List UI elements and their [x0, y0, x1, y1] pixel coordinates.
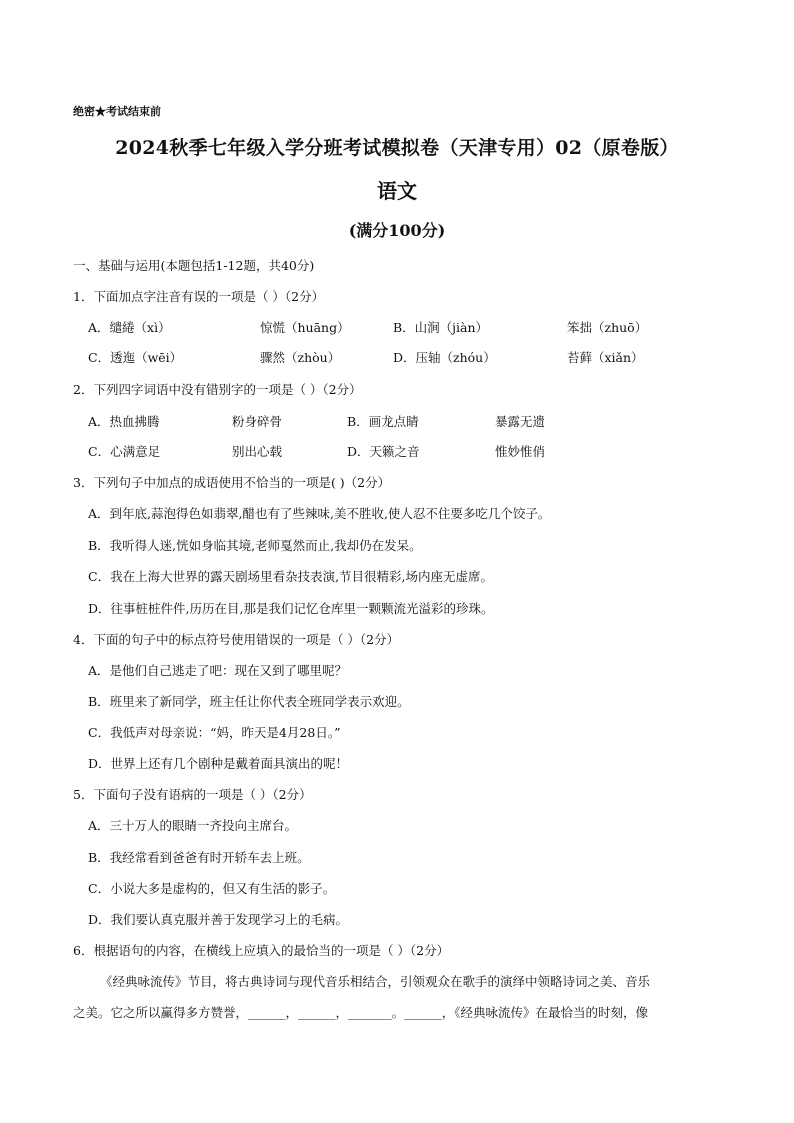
- question-3-stem: 3．下列句子中加点的成语使用不恰当的一项是( )（2分）: [73, 475, 391, 490]
- question-5-stem: 5．下面句子没有语病的一项是（ ）（2分）: [73, 787, 312, 802]
- q2-option-b: B．画龙点睛: [347, 414, 419, 429]
- q3-option-d: D．往事桩桩件件,历历在目,那是我们记忆仓库里一颗颗流光溢彩的珍珠。: [88, 601, 494, 616]
- q4-option-a: A．是他们自己逃走了吧：现在又到了哪里呢？: [88, 663, 348, 678]
- q4-option-c: C．我低声对母亲说：“妈，昨天是4月28日。”: [88, 725, 341, 740]
- q5-option-d: D．我们要认真克服并善于发现学习上的毛病。: [88, 912, 349, 927]
- question-6-stem: 6．根据语句的内容，在横线上应填入的最恰当的一项是（ ）（2分）: [73, 943, 450, 958]
- subject-title: 语文: [377, 179, 417, 203]
- q3-option-c: C．我在上海大世界的露天剧场里看杂技表演,节目很精彩,场内座无虚席。: [88, 569, 494, 584]
- question-1-stem: 1．下面加点字注音有误的一项是（ ）（2分）: [73, 289, 325, 304]
- q2-option-b-2: 暴露无遗: [495, 414, 546, 429]
- q5-option-a: A．三十万人的眼睛一齐投向主席台。: [88, 818, 298, 833]
- question-4-stem: 4．下面的句子中的标点符号使用错误的一项是（ ）（2分）: [73, 632, 400, 647]
- q2-option-d: D．天籁之音: [347, 444, 420, 459]
- q1-option-b: B．山涧（jiàn）: [393, 320, 489, 335]
- q4-option-d: D．世界上还有几个剧种是戴着面具演出的呢！: [88, 756, 349, 771]
- exam-title: 2024秋季七年级入学分班考试模拟卷（天津专用）02（原卷版）: [115, 137, 679, 159]
- q3-option-b: B．我听得人迷,恍如身临其境,老师戛然而止,我却仍在发呆。: [88, 538, 422, 553]
- q6-passage-line-1: 《经典咏流传》节目，将古典诗词与现代音乐相结合，引领观众在歌手的演绎中领略诗词之美、音乐: [100, 974, 651, 989]
- question-2-stem: 2．下列四字词语中没有错别字的一项是（ ）（2分）: [73, 382, 362, 397]
- q6-passage-line-2: 之美。它之所以赢得多方赞誉，______，______，_______。______，《经典咏流传》在最恰当的时刻，像: [73, 1005, 649, 1020]
- q2-option-c: C．心满意足: [88, 444, 161, 459]
- q2-option-a-2: 粉身碎骨: [232, 414, 283, 429]
- q4-option-b: B．班里来了新同学，班主任让你代表全班同学表示欢迎。: [88, 694, 410, 709]
- q1-option-d-2: 苔藓（xiǎn）: [567, 350, 644, 365]
- q1-option-a: A．缱綣（xì）: [88, 320, 171, 335]
- q1-option-b-2: 笨拙（zhuō）: [567, 320, 648, 335]
- confidential-label: 绝密★考试结束前: [73, 105, 161, 118]
- q1-option-c-2: 骤然（zhòu）: [260, 350, 341, 365]
- q2-option-d-2: 惟妙惟俏: [495, 444, 546, 459]
- q2-option-c-2: 别出心载: [232, 444, 283, 459]
- full-score: (满分100分): [348, 221, 446, 240]
- q5-option-b: B．我经常看到爸爸有时开轿车去上班。: [88, 850, 310, 865]
- q2-option-a: A．热血拂腾: [88, 414, 160, 429]
- q1-option-a-2: 惊慌（huāng）: [260, 320, 350, 335]
- q3-option-a: A．到年底,蒜泡得色如翡翠,醋也有了些辣味,美不胜收,使人忍不住要多吃几个饺子。: [88, 506, 551, 521]
- q5-option-c: C．小说大多是虚构的，但又有生活的影子。: [88, 881, 336, 896]
- q1-option-d: D．压轴（zhóu）: [393, 350, 496, 365]
- section-heading: 一、基础与运用(本题包括1-12题，共40分): [73, 258, 315, 273]
- q1-option-c: C．透迤（wēi）: [88, 350, 183, 365]
